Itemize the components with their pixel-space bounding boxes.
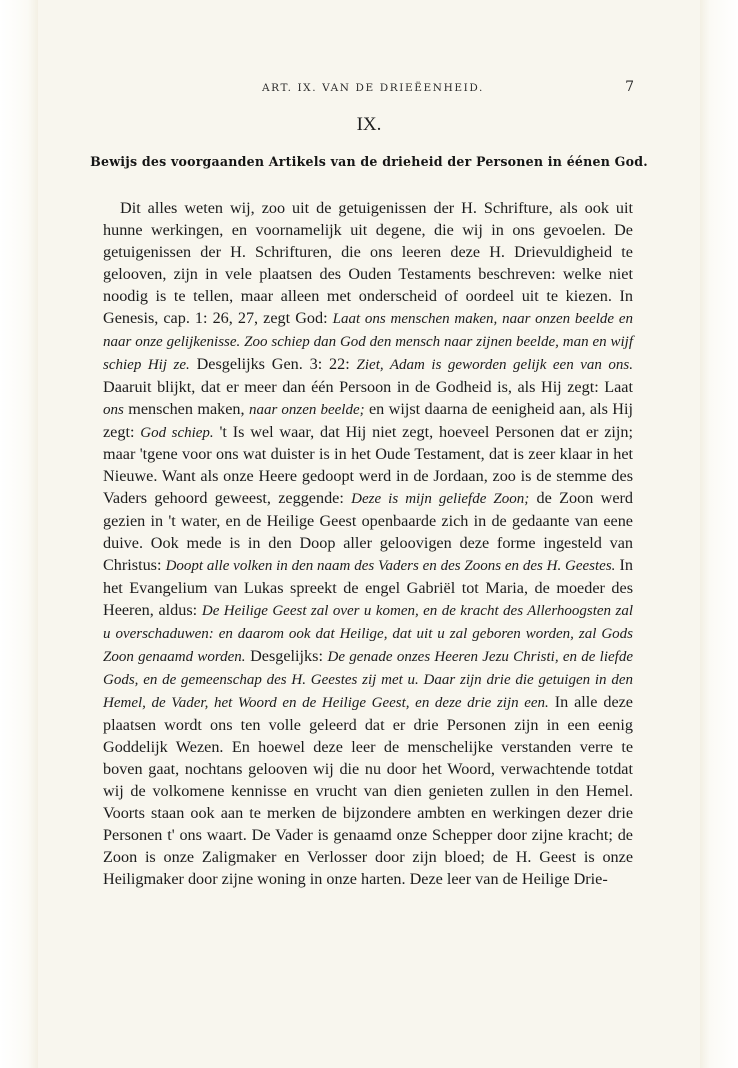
italic-quotation: God schiep. xyxy=(140,424,214,441)
running-title: ART. IX. VAN DE DRIEËENHEID. xyxy=(262,82,484,94)
italic-quotation: Deze is mijn geliefde Zoon; xyxy=(351,491,530,508)
body-text-run: Desgelijks Gen. 3: 22: xyxy=(189,354,357,373)
italic-quotation: Laat ons menschen maken, naar onzen beelde en naar onze gelijkenisse. Zoo schiep dan God den mensch naar zijnen beelde, man en wijf schiep Hij ze. xyxy=(103,310,633,373)
running-header xyxy=(100,79,640,98)
page-number: 7 xyxy=(625,79,634,95)
body-text-run: Daaruit blijkt, dat er meer dan één Persoon in de Godheid is, als Hij zegt: Laat xyxy=(103,377,633,396)
italic-quotation: De Heilige Geest zal over u komen, en de kracht des Allerhoogsten zal u overschaduwen: en daarom ook dat Heilige, dat uit u zal geboren worden, zal Gods Zoon genaamd worden. xyxy=(103,603,633,666)
chapter-number: IX. xyxy=(356,114,382,135)
body-text-run: menschen maken, xyxy=(123,399,249,418)
italic-quotation: Doopt alle volken in den naam des Vaders en des Zoons en des H. Geestes. xyxy=(165,558,616,575)
italic-quotation: De genade onzes Heeren Jezu Christi, en de liefde Gods, en de gemeenschap des H. Geestes zij met u. Daar zijn drie die getuigen in den Hemel, de Vader, het Woord en de Heilige Geest, en deze drie zijn een. xyxy=(103,649,633,711)
italic-quotation: ons xyxy=(103,401,124,418)
italic-quotation: naar onzen beelde; xyxy=(248,401,365,418)
italic-quotation: Ziet, Adam is geworden gelijk een van ons. xyxy=(356,356,634,373)
body-text-run: Desgelijks: xyxy=(245,647,328,666)
body-text-run: Dit alles weten wij, zoo uit de getuigenissen der H. Schrifture, als ook uit hunne werkingen, en voornamelijk uit degene, die wij in ons gevoelen. De getuigenissen der H. Schrifturen, die ons leeren deze H. Drievuldigheid te gelooven, zijn in vele plaatsen des Ouden Testaments beschreven: welke niet noodig is te tellen, maar alleen met onderscheid of oordeel uit te kiezen. In Genesis, cap. 1: 26, 27, zegt God: xyxy=(103,199,633,327)
body-text-run: de Zoon werd gezien in 't water, en de Heilige Geest openbaarde zich in de gedaante van eene duive. Ook mede is in den Doop aller geloovigen deze forme ingesteld van Christus: xyxy=(103,489,633,575)
body-text-run: In het Evangelium van Lukas spreekt de engel Gabriël tot Maria, de moeder des Heeren, aldus: xyxy=(103,556,634,620)
body-text-run: 't Is wel waar, dat Hij niet zegt, hoeveel Personen dat er zijn; maar 'tgene voor ons wat duister is in het Oude Testament, dat is zeer klaar in het Nieuwe. Want als onze Heere gedoopt werd in de Jordaan, zoo is de stemme des Vaders gehoord geweest, zeggende: xyxy=(103,422,633,508)
body-text-run: In alle deze plaatsen wordt ons ten volle geleerd dat er drie Personen zijn in een eenig Goddelijk Wezen. En hoewel deze leer de menschelijke verstanden verre te boven gaat, nochtans gelooven wij die nu door het Woord, verwachtende totdat wij de volkomene kennisse en vrucht van dien genieten zullen in den Hemel. Voorts staan ook aan te merken de bijzondere ambten en werkingen dezer drie Personen t' ons waart. De Vader is genaamd onze Schepper door zijne kracht; de Zoon is onze Zaligmaker en Verlosser door zijn bloed; de H. Geest is onze Heiligmaker door zijne woning in onze harten. Deze leer van de Heilige Drie- xyxy=(103,692,633,888)
body-paragraph xyxy=(103,198,633,891)
chapter-title: Bewijs des voorgaanden Artikels van de drieheid der Personen in éénen God. xyxy=(90,154,648,169)
body-text-run: en wijst daarna de eenigheid aan, als Hij zegt: xyxy=(103,399,633,441)
